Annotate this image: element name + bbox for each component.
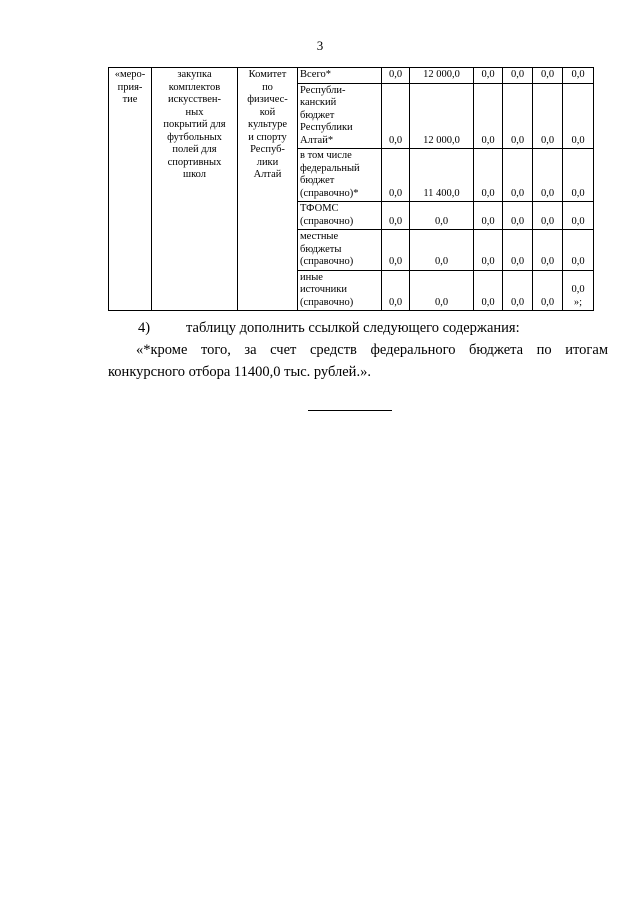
value-cell: 0,0 [382,270,410,311]
value-cell: 0,0 [410,202,474,230]
item-4-text: таблицу дополнить ссылкой следующего содержания: [186,320,520,336]
value-cell: 12 000,0 [410,68,474,84]
funding-source-cell: в том числе федеральный бюджет (справочно)* [298,149,382,202]
value-cell: 0,0 [503,202,533,230]
value-cell: 0,0 [382,83,410,149]
funding-source-cell: Всего* [298,68,382,84]
value-cell: 0,0 [503,68,533,84]
value-cell: 0,0 [382,202,410,230]
value-cell: 0,0 [503,270,533,311]
value-cell: 0,0 [563,230,594,271]
funding-source-cell: Республи- канский бюджет Республики Алтай* [298,83,382,149]
value-cell: 0,0 [474,68,503,84]
footnote-paragraph: «*кроме того, за счет средств федерального бюджета по итогам конкурсного отбора 11400,0 тыс. рублей.». [108,342,608,380]
value-cell: 0,0 [533,202,563,230]
value-cell: 0,0 [503,83,533,149]
funding-source-cell: ТФОМС (справочно) [298,202,382,230]
value-cell: 12 000,0 [410,83,474,149]
executor-cell: Комитет по физичес- кой культуре и спорту Респуб- лики Алтай [238,68,298,311]
value-cell: 0,0 [563,83,594,149]
value-cell: 0,0 [503,230,533,271]
value-cell: 0,0 [533,149,563,202]
end-divider [308,410,392,411]
funding-source-cell: местные бюджеты (справочно) [298,230,382,271]
page-number: 3 [316,38,324,53]
value-cell: 0,0 [410,270,474,311]
value-cell: 0,0 [563,149,594,202]
value-cell: 0,0 [474,270,503,311]
value-cell: 0,0 [474,202,503,230]
item-4-number: 4) [138,320,151,336]
value-cell: 0,0 [563,202,594,230]
funding-source-cell: иные источники (справочно) [298,270,382,311]
value-cell: 0,0 [382,68,410,84]
value-cell: 0,0 »; [563,270,594,311]
value-cell: 0,0 [533,270,563,311]
value-cell: 0,0 [533,68,563,84]
value-cell: 0,0 [382,230,410,271]
value-cell: 0,0 [563,68,594,84]
value-cell: 11 400,0 [410,149,474,202]
table-row [109,68,594,84]
value-cell: 0,0 [503,149,533,202]
item-4-paragraph [108,317,608,339]
value-cell: 0,0 [533,83,563,149]
event-name-cell: закупка комплектов искусствен- ных покрытий для футбольных полей для спортивных школ [152,68,238,311]
value-cell: 0,0 [382,149,410,202]
value-cell: 0,0 [474,230,503,271]
value-cell: 0,0 [474,83,503,149]
value-cell: 0,0 [410,230,474,271]
value-cell: 0,0 [474,149,503,202]
value-cell: 0,0 [533,230,563,271]
budget-table [108,67,594,311]
event-type-cell: «меро- прия- тие [109,68,152,311]
